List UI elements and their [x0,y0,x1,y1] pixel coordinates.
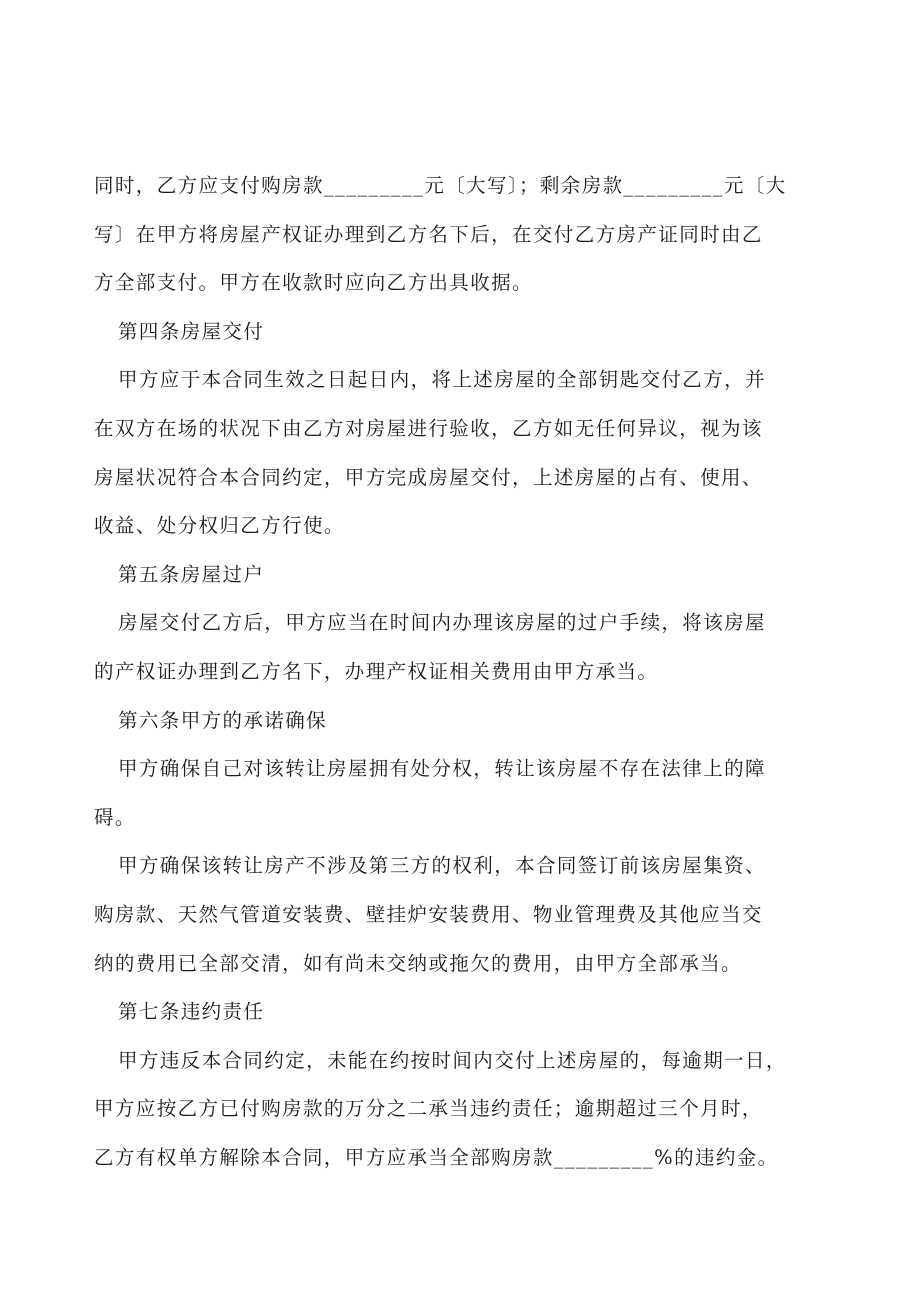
article-6-para-1-line-2: 碍。 [94,805,136,829]
article-7-line-1: 甲方违反本合同约定，未能在约按时间内交付上述房屋的，每逾期一日， [118,1048,787,1072]
article-4-line-2: 在双方在场的状况下由乙方对房屋进行验收，乙方如无任何异议，视为该 [94,416,763,440]
article-4-line-4: 收益、处分权归乙方行使。 [94,514,345,538]
article-6-para-2-line-3: 纳的费用已全部交清，如有尚未交纳或拖欠的费用，由甲方全部承当。 [94,951,742,975]
article-4-heading: 第四条房屋交付 [118,319,265,343]
paragraph-payment-line-1: 同时，乙方应支付购房款_________元〔大写〕；剩余房款_________元〔大 [94,174,787,197]
article-5-heading: 第五条房屋过户 [118,562,265,586]
article-5-line-1: 房屋交付乙方后，甲方应当在时间内办理该房屋的过户手续，将该房屋 [118,611,766,635]
article-4-line-1: 甲方应于本合同生效之日起日内，将上述房屋的全部钥匙交付乙方，并 [118,368,766,392]
article-5-line-2: 的产权证办理到乙方名下，办理产权证相关费用由甲方承当。 [94,659,659,683]
document-page [94,166,834,1186]
article-6-para-2-line-1: 甲方确保该转让房产不涉及第三方的权利，本合同签订前该房屋集资、 [118,854,766,878]
article-7-line-2: 甲方应按乙方已付购房款的万分之二承当违约责任；逾期超过三个月时， [94,1097,763,1121]
article-6-para-1-line-1: 甲方确保自己对该转让房屋拥有处分权，转让该房屋不存在法律上的障 [118,757,766,781]
article-4-line-3: 房屋状况符合本合同约定，甲方完成房屋交付，上述房屋的占有、使用、 [94,465,763,489]
paragraph-payment-line-3: 方全部支付。甲方在收款时应向乙方出具收据。 [94,271,533,295]
paragraph-payment-line-2: 写〕在甲方将房屋产权证办理到乙方名下后，在交付乙方房产证同时由乙 [94,222,763,246]
article-7-heading: 第七条违约责任 [118,1000,265,1024]
article-7-line-3: 乙方有权单方解除本合同，甲方应承当全部购房款_________%的违约金。 [94,1145,779,1169]
article-6-para-2-line-2: 购房款、天然气管道安装费、壁挂炉安装费用、物业管理费及其他应当交 [94,902,763,926]
article-6-heading: 第六条甲方的承诺确保 [118,708,328,732]
